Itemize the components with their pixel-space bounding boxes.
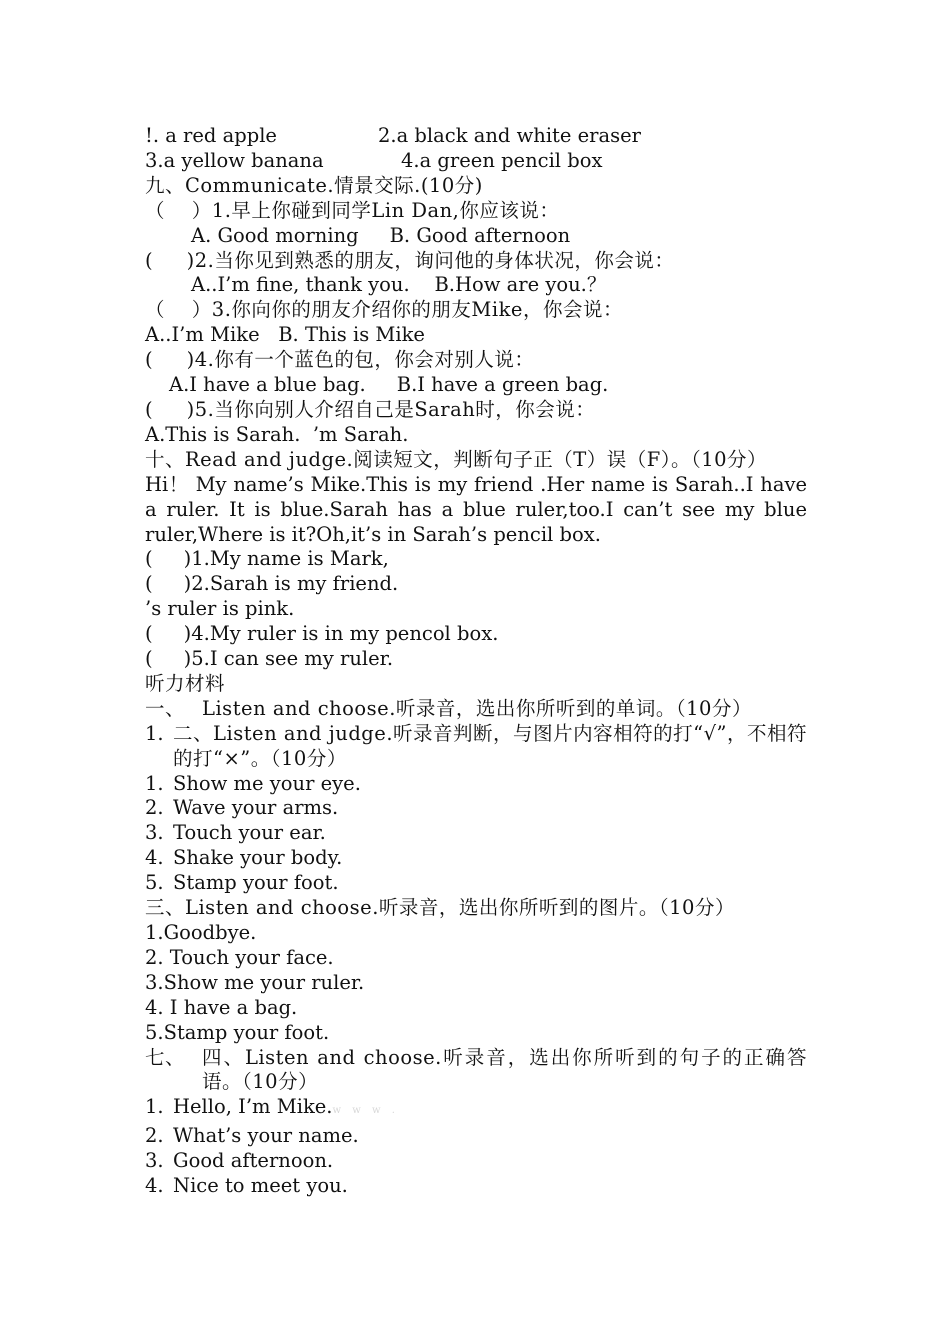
list-item: 5.Stamp your foot. bbox=[145, 1020, 330, 1044]
question-4: ( )4.你有一个蓝色的包，你会对别人说： bbox=[145, 348, 535, 372]
list-item: 1. Show me your eye. bbox=[145, 771, 361, 795]
judge-3: ’s ruler is pink. bbox=[145, 597, 295, 621]
list-item: 3. Touch your ear. bbox=[145, 821, 326, 845]
list-item: 4. I have a bag. bbox=[145, 995, 298, 1019]
listening-heading: 听力材料 bbox=[145, 671, 226, 695]
section-10-title: 十、Read and judge.阅读短文，判断句子正（T）误（F）。（10分） bbox=[145, 447, 768, 471]
list-item: 3. Good afternoon. bbox=[145, 1149, 334, 1173]
list-item: 1.Goodbye. bbox=[145, 921, 257, 944]
listening-part-1: 一、 Listen and choose.听录音，选出你所听到的单词。（10分） bbox=[145, 696, 752, 720]
list-item: 5. Stamp your foot. bbox=[145, 871, 339, 895]
listening-part-4: 七、 四、Listen and choose.听录音，选出你所听到的句子的正确答语。（10分） bbox=[145, 1045, 807, 1094]
question-4-options: A.I have a blue bag. B.I have a green bag. bbox=[169, 373, 609, 397]
list-item: 1. Hello, I’m Mike.w w w . bbox=[145, 1095, 399, 1119]
question-2-options: A..I’m fine, thank you. B.How are you.？ bbox=[191, 273, 607, 297]
list-item: 2. Touch your face. bbox=[145, 945, 334, 969]
judge-2: ( )2.Sarah is my friend. bbox=[145, 572, 399, 596]
section-9-title: 九、Communicate.情景交际.(10分) bbox=[145, 173, 483, 197]
judge-4: ( )4.My ruler is in my pencol box. bbox=[145, 622, 499, 646]
question-3-options: A..I’m Mike B. This is Mike bbox=[145, 323, 425, 347]
judge-1: ( )1.My name is Mark, bbox=[145, 547, 389, 571]
question-1-options: A. Good morning B. Good afternoon bbox=[191, 223, 571, 247]
question-5: ( )5.当你向别人介绍自己是Sarah时，你会说： bbox=[145, 397, 596, 421]
list-item: 4. Shake your body. bbox=[145, 846, 343, 870]
list-item: 4. Nice to meet you. bbox=[145, 1174, 348, 1198]
answer-line-1: !. a red apple 2.a black and white eraser bbox=[145, 124, 641, 147]
list-item: 2. Wave your arms. bbox=[145, 796, 339, 820]
list-item: 3.Show me your ruler. bbox=[145, 970, 365, 994]
listening-part-2: 1. 二、Listen and judge.听录音判断，与图片内容相符的打“√”，不相符的打“×”。（10分） bbox=[145, 721, 807, 770]
document-page bbox=[145, 124, 807, 1199]
question-1: （ ）1.早上你碰到同学Lin Dan,你应该说： bbox=[145, 198, 560, 222]
list-item: 2. What’s your name. bbox=[145, 1124, 359, 1148]
question-3: （ ）3.你向你的朋友介绍你的朋友Mike，你会说： bbox=[145, 298, 623, 322]
answer-line-2: 3.a yellow banana 4.a green pencil box bbox=[145, 148, 603, 172]
question-5-options: A.This is Sarah. ’m Sarah. bbox=[145, 422, 409, 446]
reading-passage: Hi！ My name’s Mike.This is my friend .Her name is Sarah..I have a ruler. It is blue.Sarah has a blue ruler,too.I can’t see my blue ruler,Where is it?Oh,it’s in Sarah’s pencil box. bbox=[145, 472, 807, 546]
watermark: w w w . bbox=[332, 1105, 399, 1117]
judge-5: ( )5.I can see my ruler. bbox=[145, 647, 394, 671]
question-2: ( )2.当你见到熟悉的朋友，询问他的身体状况，你会说： bbox=[145, 248, 675, 272]
listening-part-3-title: 三、Listen and choose.听录音，选出你所听到的图片。（10分） bbox=[145, 896, 735, 920]
